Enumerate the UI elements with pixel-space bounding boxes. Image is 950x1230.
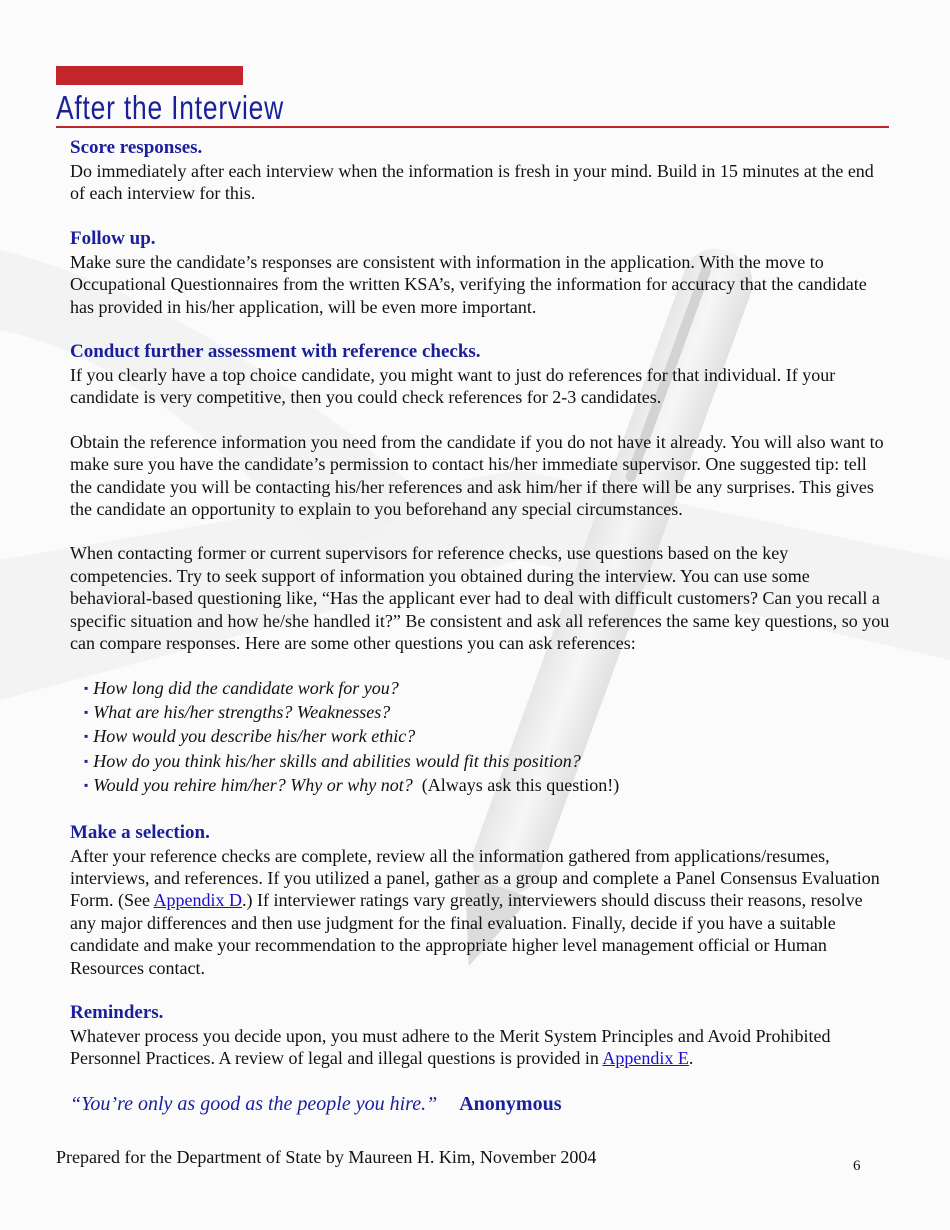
quote-text: “You’re only as good as the people you hire.” xyxy=(70,1092,438,1115)
appendix-d-link[interactable]: Appendix D xyxy=(153,890,242,911)
list-item: ▪ How would you describe his/her work ethic? xyxy=(84,726,416,747)
reference-paragraph-1: If you clearly have a top choice candidate, you might want to just do references for that individual. If your candidate is very competitive, then you could check references for 2-3 candidates. xyxy=(70,365,836,408)
reminders-body: Whatever process you decide upon, you must adhere to the Merit System Principles and Avoid Prohibited Personnel Practices. A review of legal and illegal questions is provided in Appendix E. xyxy=(70,1025,831,1069)
score-body: Do immediately after each interview when the information is fresh in your mind. Build in 15 minutes at the end of each interview for this. xyxy=(70,161,874,204)
list-item: ▪ Would you rehire him/her? Why or why not? (Always ask this question!) xyxy=(84,775,620,796)
follow-body: Make sure the candidate’s responses are consistent with information in the application. With the move to Occupational Questionnaires from the written KSA’s, verifying the information for accuracy that the candidate has provided in his/her application, will be even more important. xyxy=(70,251,867,317)
list-item: ▪ How long did the candidate work for you? xyxy=(84,677,399,698)
title-underline-rule xyxy=(56,126,889,128)
quote-author: Anonymous xyxy=(459,1092,562,1115)
bullet-icon: ▪ xyxy=(84,753,89,768)
always-ask-note: (Always ask this question!) xyxy=(421,775,620,796)
list-item: ▪ How do you think his/her skills and abilities would fit this position? xyxy=(84,750,581,771)
reference-paragraph-3: When contacting former or current supervisors for reference checks, use questions based on the key competencies. Try to seek support of information you obtained during the interview. You can use some behavioral-based questioning like, “Has the applicant ever had to deal with difficult customers? Can you recall a specific situation and how he/she handled it?” Be consistent and ask all references the same key questions, so you can compare responses. Here are some other questions you can ask references: xyxy=(70,543,890,654)
bullet-icon: ▪ xyxy=(84,729,89,744)
closing-quote xyxy=(70,1092,890,1116)
selection-body: After your reference checks are complete, review all the information gathered from applications/resumes, interviews, and references. If you utilized a panel, gather as a group and complete a Panel Consensus Evaluation Form. (See Appendix D.) If interviewer ratings vary greatly, interviewers should discuss their reasons, resolve any major differences and then use judgment for the final evaluation. Finally, decide if you have a suitable candidate and make your recommendation to the appropriate higher level management official or Human Resources contact. xyxy=(70,845,880,978)
reference-paragraph-2: Obtain the reference information you need from the candidate if you do not have it already. You will also want to make sure you have the candidate’s permission to contact his/her immediate supervisor. One suggested tip: tell the candidate you will be contacting his/her references and ask him/her if there will be any surprises. This gives the candidate an opportunity to explain to you beforehand any special circumstances. xyxy=(70,431,884,520)
bullet-icon: ▪ xyxy=(84,680,89,695)
reference-question-list xyxy=(70,677,890,799)
follow-heading: Follow up. xyxy=(70,227,156,249)
selection-heading: Make a selection. xyxy=(70,821,210,843)
appendix-e-link[interactable]: Appendix E xyxy=(602,1048,689,1069)
header-red-tab xyxy=(56,66,243,85)
reference-heading: Conduct further assessment with reference checks. xyxy=(70,341,481,363)
score-heading: Score responses. xyxy=(70,137,203,158)
main-content xyxy=(70,136,890,1116)
reminders-heading: Reminders. xyxy=(70,1001,164,1023)
page-title: After the Interview xyxy=(56,89,284,126)
list-item: ▪ What are his/her strengths? Weaknesses? xyxy=(84,701,391,722)
page-number: 6 xyxy=(853,1158,861,1174)
bullet-icon: ▪ xyxy=(84,704,89,719)
footer-credit: Prepared for the Department of State by Maureen H. Kim, November 2004 xyxy=(56,1147,597,1167)
bullet-icon: ▪ xyxy=(84,778,89,793)
